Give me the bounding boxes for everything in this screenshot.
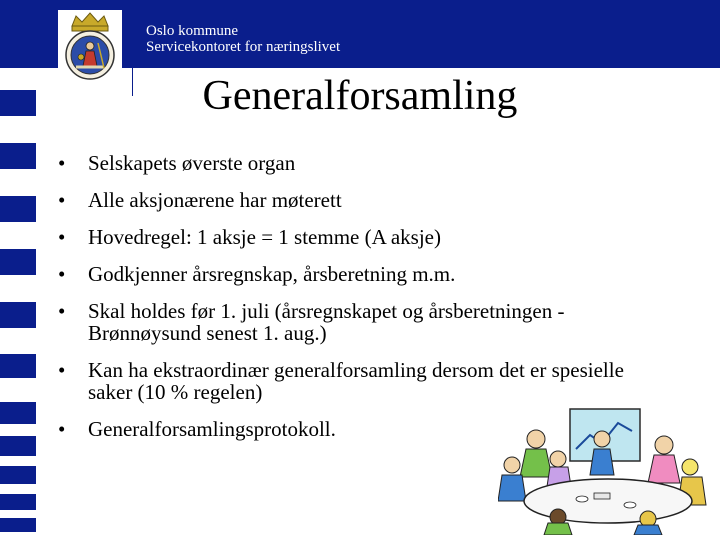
bullet-item	[58, 263, 658, 285]
bullet-dot: •	[58, 225, 66, 249]
slide-title: Generalforsamling	[202, 73, 518, 119]
bullet-dot: •	[58, 417, 66, 441]
bullet-item	[58, 300, 658, 344]
side-stripe-decoration	[0, 0, 40, 540]
bullet-dot: •	[58, 262, 66, 286]
bullet-dot: •	[58, 151, 66, 175]
bullet-item	[58, 189, 658, 211]
bullet-item	[58, 226, 658, 248]
bullet-text: Kan ha ekstraordinær generalforsamling dersom det er spesielle saker (10 % regelen)	[88, 358, 624, 404]
bullet-dot: •	[58, 358, 66, 382]
bullet-item	[58, 152, 658, 174]
bullet-text: Hovedregel: 1 aksje = 1 stemme (A aksje)	[88, 225, 441, 249]
bullet-text: Alle aksjonærene har møterett	[88, 188, 342, 212]
department-name: Servicekontoret for næringslivet	[146, 39, 341, 55]
bullet-text: Godkjenner årsregnskap, årsberetning m.m.	[88, 262, 456, 286]
org-name: Oslo kommune	[146, 23, 239, 39]
oslo-city-seal-icon	[58, 10, 122, 84]
meeting-table-clipart	[498, 405, 708, 535]
bullet-text: Selskapets øverste organ	[88, 151, 296, 175]
header-divider	[132, 10, 133, 96]
bullet-text: Skal holdes før 1. juli (årsregnskapet og årsberetningen - Brønnøysund senest 1. aug.)	[88, 299, 565, 345]
bullet-dot: •	[58, 188, 66, 212]
bullet-dot: •	[58, 299, 66, 323]
bullet-text: Generalforsamlingsprotokoll.	[88, 417, 336, 441]
bullet-item	[58, 359, 658, 403]
